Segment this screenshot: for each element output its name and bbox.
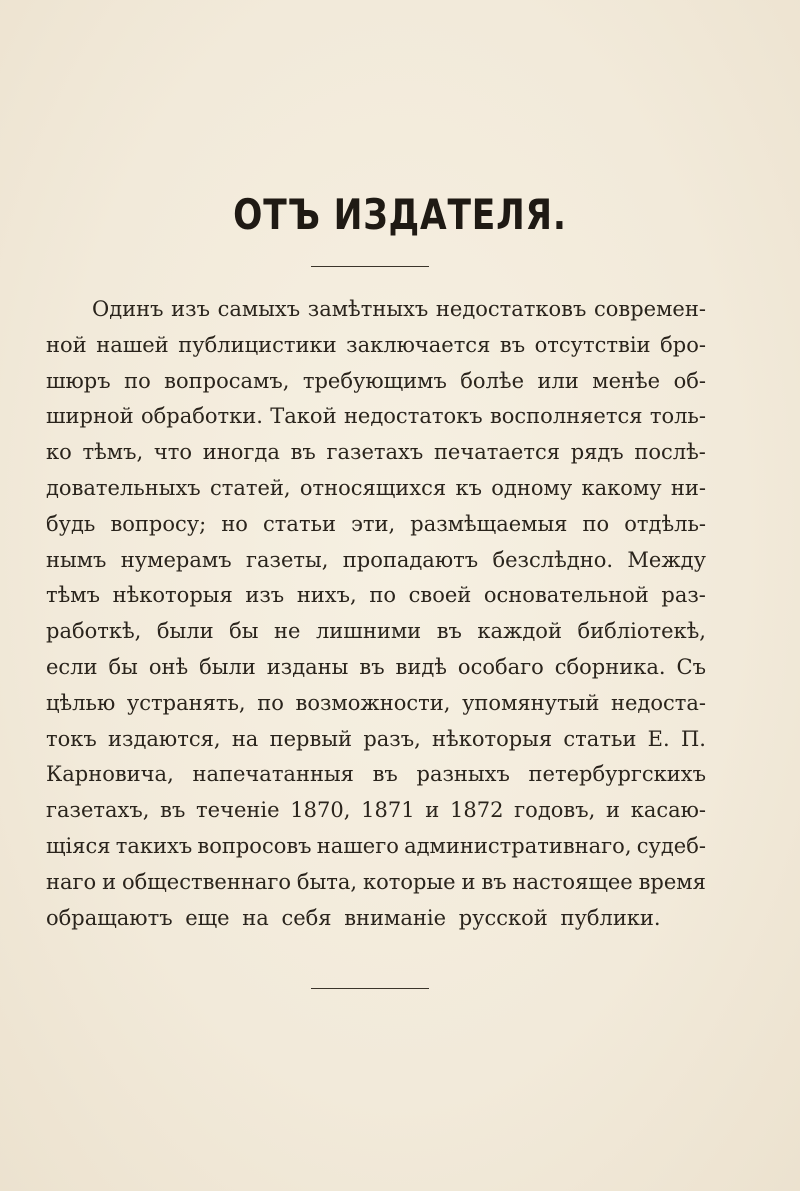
text-line	[46, 364, 706, 400]
text-line: обращаютъ еще на себя вниманіе русской публики.	[46, 905, 661, 930]
page-title: ОТЪ ИЗДАТЕЛЯ.	[233, 190, 567, 239]
word: въ	[290, 440, 316, 465]
word: особаго	[457, 654, 544, 679]
word: разъ,	[363, 726, 421, 751]
word: въ	[436, 619, 462, 644]
text-line	[46, 865, 706, 901]
word: возможности,	[295, 690, 451, 715]
word: онѣ	[148, 654, 189, 679]
word: такихъ	[115, 833, 193, 858]
word: что	[153, 440, 193, 465]
word: административнаго,	[404, 833, 632, 858]
word: Между	[627, 547, 706, 572]
word: довательныхъ	[46, 475, 201, 500]
text-line	[46, 578, 706, 614]
word: ни-	[670, 475, 706, 500]
text-line	[46, 435, 706, 471]
word: эти,	[351, 511, 396, 536]
word: тѣмъ	[46, 583, 100, 608]
word: разныхъ	[416, 762, 510, 787]
word: быта,	[296, 869, 358, 894]
text-line	[46, 722, 706, 758]
word: касаю-	[630, 798, 706, 823]
word: статей,	[209, 475, 291, 500]
word: недостатковъ	[435, 297, 587, 321]
word: работкѣ,	[46, 619, 142, 644]
word: статьи	[563, 726, 637, 751]
word: недоста-	[611, 690, 706, 715]
word: нѣкоторыя	[112, 583, 233, 608]
word: 1872	[450, 798, 504, 823]
word: по	[369, 583, 396, 608]
word: но	[221, 511, 248, 536]
word: нашего	[316, 833, 399, 858]
word: напечатанныя	[192, 762, 354, 787]
word: толь-	[649, 404, 706, 429]
word: размѣщаемыя	[410, 511, 568, 536]
word: если	[46, 654, 98, 679]
word: изъ	[245, 583, 285, 608]
word: упомянутый	[462, 690, 600, 715]
word: шюръ	[46, 368, 111, 393]
word: послѣ-	[634, 440, 706, 465]
word: об-	[673, 368, 706, 393]
word: издаются,	[108, 726, 221, 751]
word: щіяся	[46, 833, 111, 858]
word: были	[156, 619, 214, 644]
word: вопросу;	[110, 511, 207, 536]
word: самыхъ	[217, 297, 301, 321]
text-line	[46, 507, 706, 543]
word: годовъ,	[514, 798, 596, 823]
text-line	[46, 399, 706, 435]
text-line	[46, 793, 706, 829]
word: менѣе	[592, 368, 661, 393]
text-line	[46, 471, 706, 507]
text-line	[46, 614, 706, 650]
word: бро-	[660, 332, 706, 357]
word: къ	[455, 475, 482, 500]
word: токъ	[46, 726, 97, 751]
word: въ	[372, 762, 398, 787]
word: и	[461, 869, 476, 894]
word: изданы	[266, 654, 349, 679]
word: одному	[491, 475, 573, 500]
word: бы	[108, 654, 138, 679]
word: безслѣдно.	[492, 547, 614, 572]
word: отсутствіи	[534, 332, 651, 357]
word: или	[537, 368, 579, 393]
word: П.	[680, 726, 706, 751]
word: иногда	[202, 440, 280, 465]
word: библіотекѣ,	[577, 619, 706, 644]
word: наго	[46, 869, 97, 894]
word: будь	[46, 511, 96, 536]
word: нашей	[96, 332, 169, 357]
word: общественнаго	[121, 869, 292, 894]
word: каждой	[477, 619, 562, 644]
word: рядъ	[570, 440, 624, 465]
word: нымъ	[46, 547, 107, 572]
text-line	[46, 757, 706, 793]
word: газеты,	[245, 547, 329, 572]
word: требующимъ	[302, 368, 447, 393]
word: устранять,	[126, 690, 246, 715]
word: петербургскихъ	[528, 762, 706, 787]
word: болѣе	[460, 368, 524, 393]
word: и	[605, 798, 620, 823]
word: лишними	[315, 619, 422, 644]
word: ко	[46, 440, 72, 465]
word: видѣ	[395, 654, 447, 679]
word: Карновича,	[46, 762, 174, 787]
word: замѣтныхъ	[307, 297, 429, 321]
word: основательной	[483, 583, 649, 608]
word: по	[257, 690, 284, 715]
word: въ	[359, 654, 385, 679]
word: и	[102, 869, 117, 894]
text-line	[46, 650, 706, 686]
word: бы	[229, 619, 259, 644]
word: въ	[160, 798, 186, 823]
word: судеб-	[636, 833, 706, 858]
text-line	[46, 328, 706, 364]
word: первый	[269, 726, 353, 751]
word: на	[231, 726, 259, 751]
text-line	[46, 292, 706, 328]
word: вопросамъ,	[164, 368, 290, 393]
word: настоящее	[512, 869, 633, 894]
word: Е.	[647, 726, 670, 751]
word: обработки.	[140, 404, 263, 429]
word: въ	[481, 869, 507, 894]
word: по	[124, 368, 151, 393]
word: Такой	[270, 404, 337, 429]
word: 1870,	[290, 798, 351, 823]
word: раз-	[661, 583, 706, 608]
word: заключается	[346, 332, 491, 357]
word: вопросовъ	[197, 833, 312, 858]
word: и	[425, 798, 440, 823]
word: газетахъ	[326, 440, 424, 465]
word: какому	[581, 475, 662, 500]
word: нихъ,	[296, 583, 357, 608]
word: современ-	[593, 297, 706, 321]
word: статьи	[263, 511, 336, 536]
word: своей	[408, 583, 472, 608]
word: время	[638, 869, 706, 894]
text-line	[46, 543, 706, 579]
text-line	[46, 829, 706, 865]
word: ширной	[46, 404, 134, 429]
word: нумерамъ	[120, 547, 232, 572]
word: сборника.	[554, 654, 666, 679]
word: тѣмъ,	[82, 440, 144, 465]
word: восполняется	[489, 404, 643, 429]
word: въ	[499, 332, 526, 357]
word: по	[582, 511, 610, 536]
word: изъ	[171, 297, 210, 321]
word: которые	[363, 869, 456, 894]
word: теченіе	[196, 798, 280, 823]
word: относящихся	[299, 475, 447, 500]
word: были	[199, 654, 256, 679]
word: пропадаютъ	[342, 547, 479, 572]
title-divider	[311, 266, 429, 267]
word: печатается	[433, 440, 560, 465]
text-line	[46, 686, 706, 722]
preface-paragraph	[46, 292, 706, 936]
closing-divider	[311, 988, 429, 989]
word: отдѣль-	[624, 511, 706, 536]
word: Одинъ	[92, 297, 164, 321]
word: недостатокъ	[343, 404, 483, 429]
word: не	[274, 619, 301, 644]
word: публицистики	[178, 332, 337, 357]
word: ной	[46, 332, 87, 357]
word: нѣкоторыя	[432, 726, 553, 751]
word: цѣлью	[46, 690, 116, 715]
word: Съ	[676, 654, 706, 679]
word: 1871	[361, 798, 415, 823]
word: газетахъ,	[46, 798, 150, 823]
